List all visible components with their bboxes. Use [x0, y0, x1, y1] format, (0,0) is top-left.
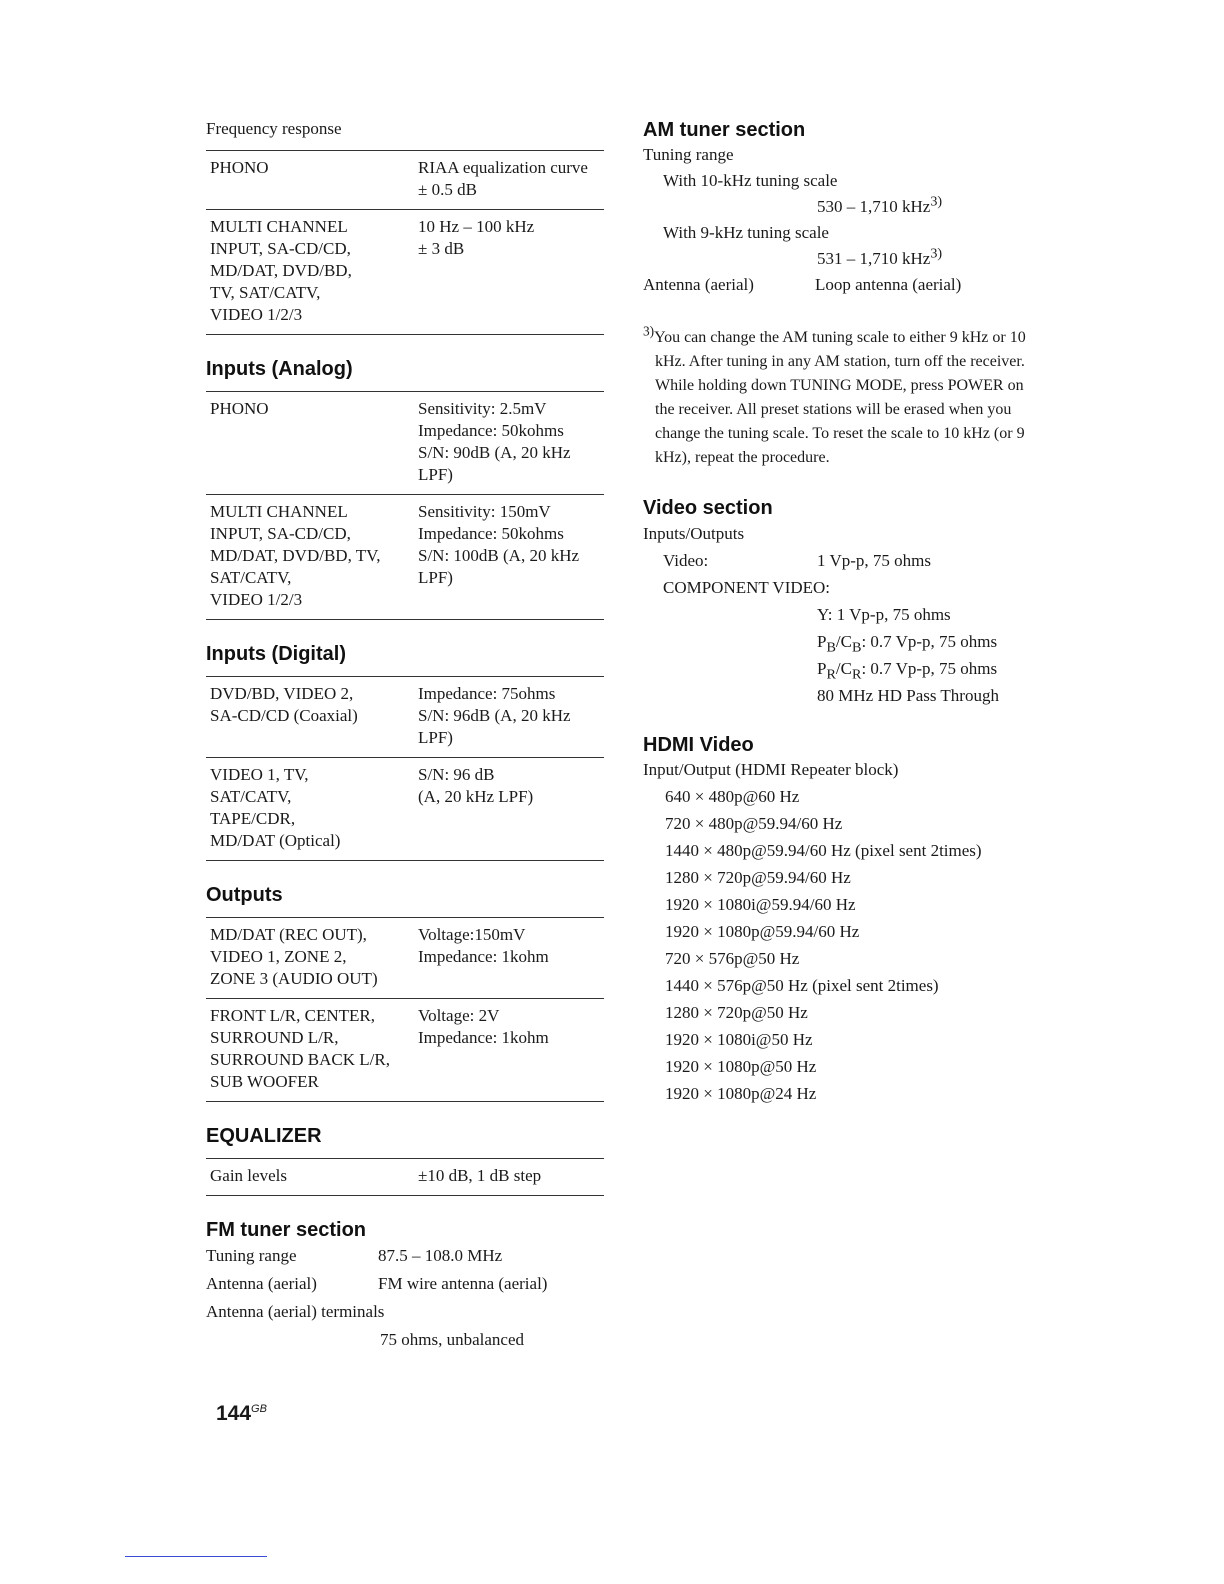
- spec-value: FM wire antenna (aerial): [378, 1274, 548, 1293]
- footnote-mark: 3): [643, 323, 655, 339]
- spec-value: [643, 246, 1043, 272]
- spec-label: PHONO: [210, 158, 269, 177]
- spec-value: S/N: 96 dB (A, 20 kHz LPF): [418, 765, 534, 806]
- right-column: [643, 118, 1043, 1107]
- hdmi-specs: [643, 757, 1043, 1107]
- hdmi-resolution-list: [643, 783, 1043, 1107]
- spec-label: COMPONENT VIDEO:: [663, 578, 831, 597]
- subscript: R: [852, 666, 862, 683]
- divider: [125, 1556, 267, 1557]
- spec-value: Impedance: 75ohms S/N: 96dB (A, 20 kHz LPF): [418, 684, 571, 747]
- spec-value: Loop antenna (aerial): [815, 275, 962, 294]
- list-item: [643, 547, 1043, 574]
- spec-label: Inputs/Outputs: [643, 524, 745, 543]
- p-letter: P: [817, 659, 827, 678]
- spec-label: Video:: [663, 551, 709, 570]
- inputs-digital-heading: Inputs (Digital): [206, 643, 346, 665]
- footnote-mark: 3): [930, 193, 943, 210]
- list-item: [206, 1270, 604, 1298]
- pr-value: : 0.7 Vp-p, 75 ohms: [861, 659, 998, 678]
- table-row: [206, 918, 604, 999]
- spec-label: Antenna (aerial) terminals: [206, 1302, 385, 1321]
- spec-label: MULTI CHANNEL INPUT, SA-CD/CD, MD/DAT, DVD/BD, TV, SAT/CATV, VIDEO 1/2/3: [210, 502, 381, 609]
- spec-value: Y: 1 Vp-p, 75 ohms: [817, 605, 951, 624]
- spec-value: [643, 655, 1043, 682]
- video-specs: [643, 520, 1043, 709]
- list-item: 1920 × 1080p@24 Hz: [665, 1084, 817, 1103]
- pb-value: : 0.7 Vp-p, 75 ohms: [861, 632, 998, 651]
- fm-tuner-specs: [206, 1242, 604, 1354]
- table-row: [206, 1159, 604, 1196]
- list-item: 1440 × 480p@59.94/60 Hz (pixel sent 2times): [665, 841, 982, 860]
- spec-label: Gain levels: [210, 1166, 287, 1185]
- table-row: [206, 758, 604, 861]
- hdmi-video-heading: HDMI Video: [643, 734, 754, 756]
- spec-label: MD/DAT (REC OUT), VIDEO 1, ZONE 2, ZONE 3 (AUDIO OUT): [210, 925, 378, 988]
- spec-value: 10 Hz – 100 kHz ± 3 dB: [418, 217, 535, 258]
- slash: /: [835, 632, 841, 651]
- spec-label: MULTI CHANNEL INPUT, SA-CD/CD, MD/DAT, DVD/BD, TV, SAT/CATV, VIDEO 1/2/3: [210, 217, 352, 324]
- list-item: [643, 272, 1043, 298]
- table-row: [206, 210, 604, 335]
- list-item: 1920 × 1080i@50 Hz: [665, 1030, 813, 1049]
- inputs-analog-table: [206, 391, 604, 620]
- spec-label: PHONO: [210, 399, 269, 418]
- am-tuner-heading: AM tuner section: [643, 119, 806, 141]
- hdmi-subtitle: Input/Output (HDMI Repeater block): [643, 760, 899, 779]
- inputs-digital-table: [206, 676, 604, 861]
- spec-label: VIDEO 1, TV, SAT/CATV, TAPE/CDR, MD/DAT (Optical): [210, 765, 341, 850]
- spec-label: FRONT L/R, CENTER, SURROUND L/R, SURROUND BACK L/R, SUB WOOFER: [210, 1006, 390, 1091]
- list-item: 1920 × 1080i@59.94/60 Hz: [665, 895, 856, 914]
- list-item: 1440 × 576p@50 Hz (pixel sent 2times): [665, 976, 939, 995]
- c-letter: C: [840, 659, 852, 678]
- scale9-value: 531 – 1,710 kHz: [817, 249, 931, 268]
- outputs-table: [206, 917, 604, 1102]
- footnote-text: You can change the AM tuning scale to either 9 kHz or 10 kHz. After tuning in any AM station, turn off the receiver. While holding down TUNING MODE, press POWER on the receiver. All preset stations will be erased when you change the tuning scale. To reset the scale to 10 kHz (or 9 kHz), repeat the procedure.: [654, 329, 1026, 466]
- spec-label: Tuning range: [643, 145, 734, 164]
- table-row: [206, 151, 604, 210]
- equalizer-table: [206, 1158, 604, 1196]
- spec-label: Tuning range: [206, 1246, 297, 1265]
- table-row: [206, 677, 604, 758]
- outputs-heading: Outputs: [206, 884, 283, 906]
- spec-value: [643, 628, 1043, 655]
- spec-label: DVD/BD, VIDEO 2, SA-CD/CD (Coaxial): [210, 684, 358, 725]
- subscript: B: [826, 639, 836, 656]
- page-number: [216, 1402, 267, 1426]
- spec-label: Antenna (aerial): [643, 275, 754, 294]
- spec-label: With 10-kHz tuning scale: [663, 171, 838, 190]
- left-column: [206, 118, 604, 1354]
- spec-value: Sensitivity: 150mV Impedance: 50kohms S/N: 100dB (A, 20 kHz LPF): [418, 502, 580, 587]
- spec-value: Voltage:150mV Impedance: 1kohm: [418, 925, 549, 966]
- page-number-value: 144: [216, 1402, 252, 1425]
- subscript: B: [852, 639, 862, 656]
- page-number-suffix: GB: [251, 1403, 267, 1415]
- spec-value: 75 ohms, unbalanced: [380, 1330, 524, 1349]
- table-row: [206, 999, 604, 1102]
- list-item: 640 × 480p@60 Hz: [665, 787, 800, 806]
- equalizer-heading: EQUALIZER: [206, 1125, 322, 1147]
- video-section-heading: Video section: [643, 497, 773, 519]
- list-item: 1920 × 1080p@59.94/60 Hz: [665, 922, 860, 941]
- list-item: [206, 1242, 604, 1270]
- scale10-value: 530 – 1,710 kHz: [817, 197, 931, 216]
- spec-value: 80 MHz HD Pass Through: [817, 686, 999, 705]
- slash: /: [835, 659, 841, 678]
- frequency-response-table: [206, 150, 604, 335]
- fm-tuner-heading: FM tuner section: [206, 1219, 367, 1241]
- am-tuner-specs: [643, 142, 1043, 298]
- spec-label: Antenna (aerial): [206, 1274, 317, 1293]
- spec-value: Sensitivity: 2.5mV Impedance: 50kohms S/N: 90dB (A, 20 kHz LPF): [418, 399, 571, 484]
- footnote-mark: 3): [930, 245, 943, 262]
- list-item: 1280 × 720p@59.94/60 Hz: [665, 868, 851, 887]
- subscript: R: [826, 666, 836, 683]
- list-item: 720 × 576p@50 Hz: [665, 949, 800, 968]
- spec-value: ±10 dB, 1 dB step: [418, 1166, 542, 1185]
- table-row: [206, 392, 604, 495]
- list-item: 1280 × 720p@50 Hz: [665, 1003, 808, 1022]
- p-letter: P: [817, 632, 827, 651]
- spec-value: 87.5 – 108.0 MHz: [378, 1246, 503, 1265]
- spec-value: Voltage: 2V Impedance: 1kohm: [418, 1006, 549, 1047]
- frequency-response-title: Frequency response: [206, 119, 342, 138]
- list-item: 720 × 480p@59.94/60 Hz: [665, 814, 843, 833]
- table-row: [206, 495, 604, 620]
- spec-value: [643, 194, 1043, 220]
- inputs-analog-heading: Inputs (Analog): [206, 358, 353, 380]
- spec-value: 1 Vp-p, 75 ohms: [817, 551, 931, 570]
- c-letter: C: [840, 632, 852, 651]
- spec-label: With 9-kHz tuning scale: [663, 223, 829, 242]
- spec-value: RIAA equalization curve ± 0.5 dB: [418, 158, 588, 199]
- list-item: 1920 × 1080p@50 Hz: [665, 1057, 817, 1076]
- am-tuning-footnote: [643, 323, 1043, 470]
